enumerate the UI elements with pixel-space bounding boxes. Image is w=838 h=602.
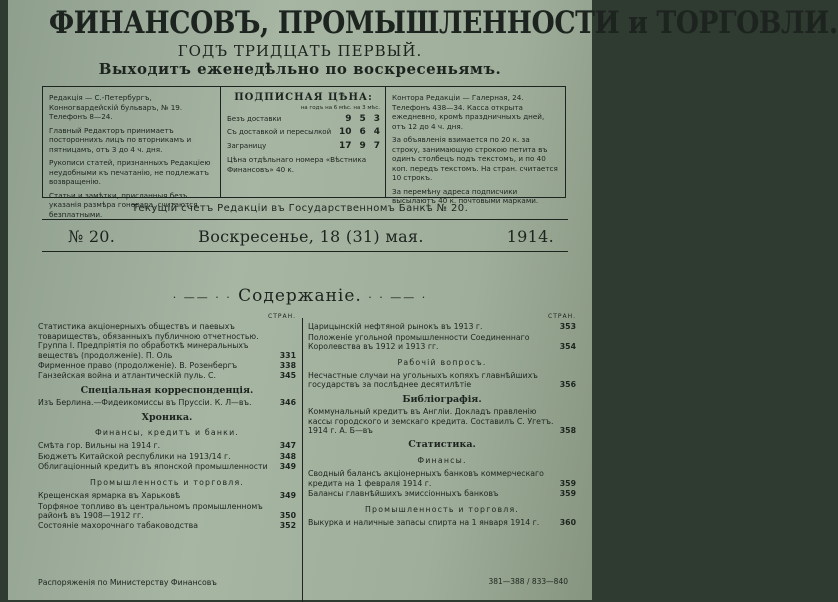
bottom-entry [38, 578, 568, 587]
editorial-info [43, 87, 221, 219]
toc-entry-page: 352 [279, 521, 296, 531]
subscription-title: ПОДПИСНАЯ ЦѢНА: [234, 92, 373, 103]
toc-section-heading: Статистика. [408, 439, 476, 451]
toc-entry [308, 469, 576, 488]
price: 7 [373, 140, 380, 151]
toc-subsection-heading: Финансы. [417, 455, 467, 465]
advert-rates: За объявленія взимается по 20 к. за строку, занимающую строкою петита въ одинъ столбецъ подъ текстомъ, и по 40 коп. передъ текстомъ. На стран. считается 10 строкъ. [392, 135, 558, 182]
editorial-address: Редакція — С.-Петербургъ, Конногвардейскій бульваръ, № 19. Телефонъ 8—24. [49, 93, 183, 121]
toc-entry-title: Ганзейская война и атлантическій пуль. С. [38, 371, 216, 381]
toc-left-column [38, 312, 296, 532]
toc-entry-title: Состояніе махорочнаго табаководства [38, 521, 198, 531]
toc-right-column [308, 312, 576, 528]
toc-entry [38, 398, 296, 407]
toc-entry-title: Выкурка и наличные запасы спирта на 1 января 1914 г. [308, 517, 540, 527]
price: 5 [359, 113, 366, 124]
toc-subsection-heading: Рабочій вопросъ. [397, 357, 487, 367]
page-column-header: СТРАН. [268, 313, 296, 320]
toc-entry-page: 356 [559, 380, 576, 390]
toc-entry-title: Фирменное право (продолженіе). В. Розенбергъ [38, 361, 238, 371]
toc-entry [308, 322, 576, 331]
toc-entry-page: 354 [559, 342, 576, 352]
price: 17 [338, 140, 352, 151]
office-address: Контора Редакціи — Галерная, 24. Телефонъ 438—34. Касса открыта ежедневно, кромѣ праздничныхъ дней, отъ 12 до 4 ч. дня. [392, 93, 545, 131]
bottom-entry-pages: 381—388 / 833—840 [488, 577, 568, 586]
toc-entry [38, 491, 296, 500]
ornament-left: · —— · · [172, 291, 232, 304]
toc-entry-title: Торфяное топливо въ центральномъ промышленномъ районѣ въ 1908—1912 гг. [38, 501, 263, 520]
toc-entry-page: 360 [559, 517, 576, 527]
toc-entry [38, 521, 296, 530]
toc-entry-title: Несчастные случаи на угольныхъ копяхъ главнѣйшихъ государствъ за послѣднее десятилѣтіе [308, 371, 538, 390]
price: 3 [373, 113, 380, 124]
toc-entry [308, 489, 576, 498]
journal-title: ФИНАНСОВЪ, ПРОМЫШЛЕННОСТИ и ТОРГОВЛИ. [48, 5, 838, 41]
subscription-row [227, 142, 380, 152]
toc-subsection-heading: Промышленность и торговля. [89, 477, 245, 487]
toc-entry-title: Крещенская ярмарка въ Харьковѣ [38, 491, 181, 501]
toc-entry-page: 349 [279, 462, 296, 472]
toc-section-heading: Библіографія. [402, 393, 482, 405]
toc-entry [38, 361, 296, 370]
issue-year: 1914. [506, 227, 554, 246]
journal-year: ГОДЪ ТРИДЦАТЬ ПЕРВЫЙ. [177, 42, 423, 60]
toc-entry-title: Статистика акціонерныхъ обществъ и паевыхъ товариществъ, обязанныхъ публичною отчетностью. Группа I. Предпріятія по обработкѣ минеральныхъ веществъ (продолженіе). П. Оль [38, 322, 259, 360]
toc-entry-title: Коммунальный кредитъ въ Англіи. Докладъ правленію кассы городского и земскаго кредита. Составилъ С. Угетъ. 1914 г. А. Б—въ [308, 407, 554, 436]
toc-entry-page: 358 [559, 426, 576, 436]
subscription-row-label: Съ доставкой и пересылкой [227, 128, 332, 136]
masthead [8, 5, 838, 78]
toc-entry [308, 333, 576, 352]
price: 6 [359, 127, 366, 137]
editor-hours: Главный Редакторъ принимаетъ постороннихъ лицъ по вторникамъ и пятницамъ, отъ 3 до 4 ч. дня. [49, 125, 192, 154]
toc-entry-page: 353 [559, 322, 576, 332]
toc-entry-title: Положеніе угольной промышленности Соединеннаго Королевства въ 1912 и 1913 гг. [308, 332, 530, 352]
toc-section-heading: Спеціальная корреспонденція. [80, 384, 254, 396]
toc-entry [38, 371, 296, 380]
journal-page [8, 0, 838, 600]
price: 4 [373, 127, 380, 137]
publication-frequency: Выходитъ еженедѣльно по воскресеньямъ. [98, 60, 502, 78]
toc-entry-title: Балансы главнѣйшихъ эмиссіонныхъ банковъ [308, 489, 499, 499]
toc-section-heading: Хроника. [141, 411, 193, 423]
contents-title: Содержаніе. [238, 286, 362, 306]
fee-note: Статьи и замѣтки, присланныя безъ указанія размѣра гонорара, считаются безплатными. [49, 190, 198, 219]
toc-entry-page: 346 [279, 398, 296, 408]
page-column-header: СТРАН. [548, 313, 576, 320]
manuscripts-note: Рукописи статей, признанныхъ Редакціею неудобными къ печатанію, не подлежатъ возвращенію. [49, 158, 211, 186]
subscription-row-label: Заграницу [227, 141, 267, 150]
toc-entry-page: 345 [279, 371, 296, 381]
toc-entry [38, 462, 296, 471]
toc-entry [38, 452, 296, 461]
toc-entry-page: 331 [279, 350, 296, 360]
divider [42, 251, 568, 252]
toc-entry [38, 502, 296, 521]
toc-entry-title: Бюджетъ Китайской республики на 1913/14 г. [38, 451, 231, 461]
issue-number: № 20. [68, 227, 116, 246]
toc-entry [308, 407, 576, 435]
contents-heading [8, 286, 592, 306]
office-info [386, 87, 565, 205]
subscription-prices [221, 87, 386, 197]
bottom-entry-text: Распоряженія по Министерству Финансовъ [38, 578, 217, 587]
toc-entry-page: 359 [559, 478, 576, 488]
table-of-contents [38, 312, 578, 602]
price: 9 [359, 140, 366, 151]
toc-entry-page: 350 [279, 510, 296, 520]
subscription-row-label: Безъ доставки [227, 114, 282, 123]
ornament-right: · · —— · [368, 291, 428, 304]
toc-entry [308, 518, 576, 527]
toc-subsection-heading: Промышленность и торговля. [364, 504, 520, 514]
column-divider [302, 318, 303, 602]
toc-entry [38, 322, 296, 360]
price: 9 [345, 113, 352, 124]
subscription-row [227, 115, 380, 125]
toc-subsection-heading: Финансы, кредитъ и банки. [94, 428, 240, 438]
single-issue-price: Цѣна отдѣльнаго номера «Вѣстника Финансовъ» 40 к. [227, 155, 367, 174]
divider [42, 219, 568, 220]
toc-entry-page: 347 [279, 441, 296, 451]
toc-entry-title: Царицынскій нефтяной рынокъ въ 1913 г. [308, 322, 483, 332]
toc-entry-title: Сводный балансъ акціонерныхъ банковъ коммерческаго кредита на 1 февраля 1914 г. [308, 469, 544, 488]
price: 10 [338, 127, 352, 137]
toc-entry [38, 441, 296, 450]
toc-entry-title: Облигаціонный кредитъ въ японской промышленности [38, 462, 268, 472]
toc-entry-page: 338 [279, 361, 296, 371]
address-change-note: За перемѣну адреса подписчики высылаютъ 40 к. почтовыми марками. [392, 186, 539, 205]
subscription-row [227, 128, 380, 138]
toc-entry [308, 371, 576, 390]
issue-line [68, 227, 554, 246]
subscription-periods: на годъ на 6 мѣс. на 3 мѣс. [300, 104, 380, 111]
bank-account-line: Текущій счетъ Редакціи въ Государственномъ Банкѣ № 20. [131, 203, 469, 214]
toc-entry-title: Изъ Берлина.—Фидеикомиссы въ Пруссіи. К. Л—въ. [38, 398, 252, 408]
toc-entry-page: 349 [279, 491, 296, 501]
toc-entry-title: Смѣта гор. Вильны на 1914 г. [38, 441, 161, 451]
toc-entry-page: 359 [559, 489, 576, 499]
toc-entry-page: 348 [279, 451, 296, 461]
issue-date: Воскресенье, 18 (31) мая. [198, 227, 424, 246]
